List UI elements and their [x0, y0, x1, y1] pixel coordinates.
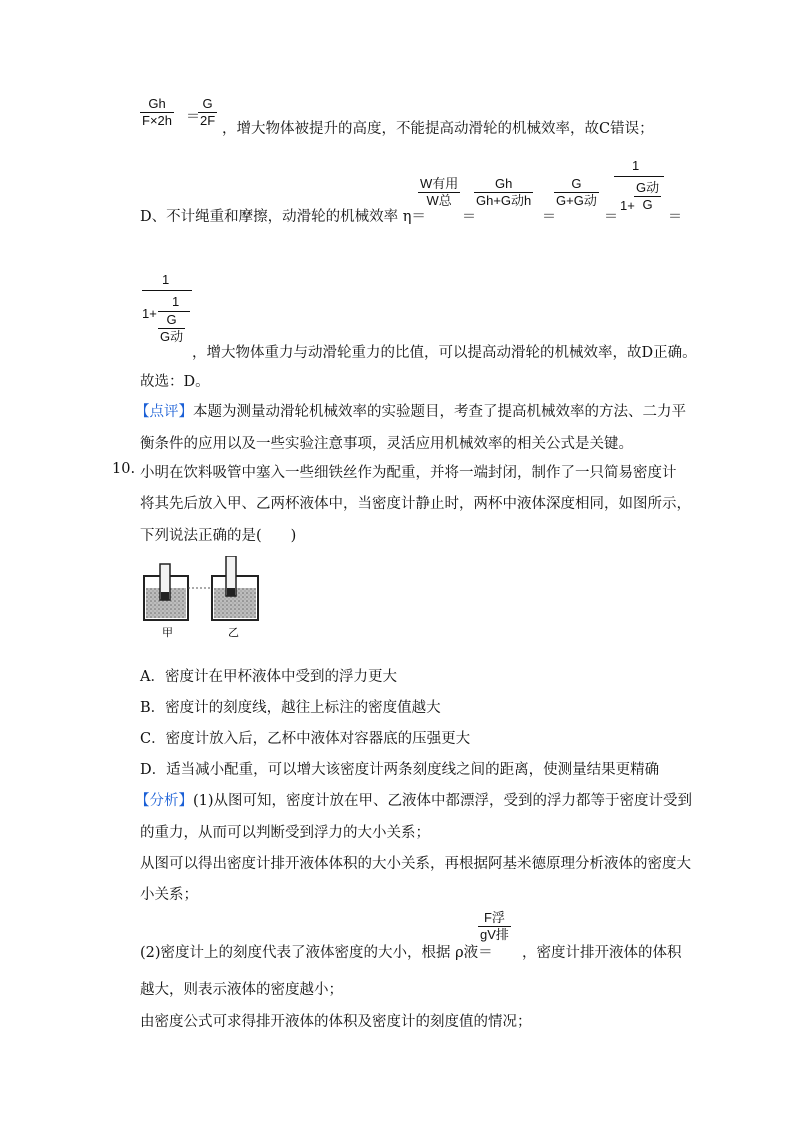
numerator: Gh [494, 176, 513, 191]
equals-sign: ＝ [186, 109, 200, 125]
review-tag: 【点评】 [135, 404, 193, 420]
label-yi: 乙 [228, 626, 239, 639]
analysis-line-2: 的重力，从而可以判断受到浮力的大小关系； [140, 825, 430, 841]
denominator: G [634, 196, 661, 213]
lineD2-text: ，增大物体重力与动滑轮重力的比值，可以提高动滑轮的机械效率，故D正确。 [192, 345, 697, 361]
analysis-line-6: 越大，则表示液体的密度越小； [140, 982, 343, 998]
answer-line: 故选：D。 [140, 374, 210, 390]
analysis-line-5-post: ，密度计排开液体的体积 [522, 945, 682, 961]
denominator: G+G动 [556, 193, 597, 208]
analysis-text-1: (1)从图可知，密度计放在甲、乙液体中都漂浮，受到的浮力都等于密度计受到 [193, 793, 693, 809]
analysis-line-1 [135, 789, 692, 810]
fraction-g-over-2f [198, 96, 217, 129]
question-line-1: 小明在饮料吸管中塞入一些细铁丝作为配重，并将一端封闭，制作了一只简易密度计 [140, 465, 677, 481]
analysis-tag: 【分析】 [135, 793, 193, 809]
lineD-text: D、不计绳重和摩擦，动滑轮的机械效率 η＝ [140, 209, 426, 225]
analysis-line-7: 由密度公式可求得排开液体的体积及密度计的刻度值的情况； [140, 1014, 532, 1030]
option-b: B．密度计的刻度线，越往上标注的密度值越大 [140, 700, 441, 716]
cup-yi [212, 556, 258, 620]
analysis-line-3: 从图可以得出密度计排开液体体积的大小关系，再根据阿基米德原理分析液体的密度大 [140, 856, 691, 872]
numerator: Gh [148, 96, 166, 111]
numerator: G动 [636, 180, 660, 195]
equals-sign: ＝ [542, 209, 556, 225]
denominator: 2F [200, 113, 216, 128]
question-line-2: 将其先后放入甲、乙两杯液体中，当密度计静止时，两杯中液体深度相同，如图所示， [140, 496, 691, 512]
equals-sign: ＝ [604, 209, 618, 225]
fraction-w-useful-over-w-total [418, 176, 460, 209]
numerator: G [166, 312, 177, 327]
compound2-one-plus: 1+ [142, 306, 157, 321]
compound-frac-top: 1 [632, 158, 640, 173]
analysis-line-5-pre: (2)密度计上的刻度代表了液体密度的大小，根据 ρ液＝ [140, 945, 493, 961]
compound2-bar [142, 290, 192, 291]
denominator: gV排 [480, 927, 509, 942]
fraction-f-buoy-over-gv [478, 910, 511, 943]
fraction-g-over-gd [158, 312, 185, 345]
fraction-g-over-g-plus-gd [554, 176, 599, 209]
label-jia: 甲 [162, 626, 173, 639]
compound-frac-bar [614, 176, 664, 177]
compound2-inner-one: 1 [172, 294, 180, 309]
option-a: A．密度计在甲杯液体中受到的浮力更大 [140, 669, 397, 685]
analysis-line-4: 小关系； [140, 887, 198, 903]
question-number: 10. [112, 461, 136, 477]
question-line-3: 下列说法正确的是( ) [140, 528, 297, 544]
denominator: F×2h [142, 113, 172, 128]
numerator: G [202, 96, 213, 111]
equals-sign: ＝ [462, 209, 476, 225]
fraction-gh-over-f2h [140, 96, 174, 129]
review-line-2: 衡条件的应用以及一些实验注意事项，灵活应用机械效率的相关公式是关键。 [140, 436, 633, 452]
compound-frac-one-plus: 1+ [620, 198, 635, 213]
cup-jia [144, 564, 188, 620]
numerator: W有用 [420, 176, 459, 191]
option-d: D．适当减小配重，可以增大该密度计两条刻度线之间的距离，使测量结果更精确 [140, 762, 660, 778]
line1-text: ，增大物体被提升的高度，不能提高动滑轮的机械效率，故C错误； [222, 121, 654, 137]
fraction-gd-over-g [634, 180, 661, 213]
denominator: W总 [418, 192, 460, 209]
fraction-gh-over-gh-plus-gdh [474, 176, 533, 209]
denominator: Gh+G动h [476, 193, 532, 208]
compound2-top: 1 [162, 272, 170, 287]
option-c: C．密度计放入后，乙杯中液体对容器底的压强更大 [140, 731, 471, 747]
equals-sign: ＝ [668, 209, 682, 225]
denominator: G动 [160, 329, 184, 344]
density-meter-figure [138, 556, 264, 640]
review-line-1 [135, 400, 686, 421]
numerator: F浮 [483, 910, 505, 925]
review-text-1: 本题为测量动滑轮机械效率的实验题目，考查了提高机械效率的方法、二力平 [193, 404, 686, 420]
numerator: G [571, 176, 582, 191]
